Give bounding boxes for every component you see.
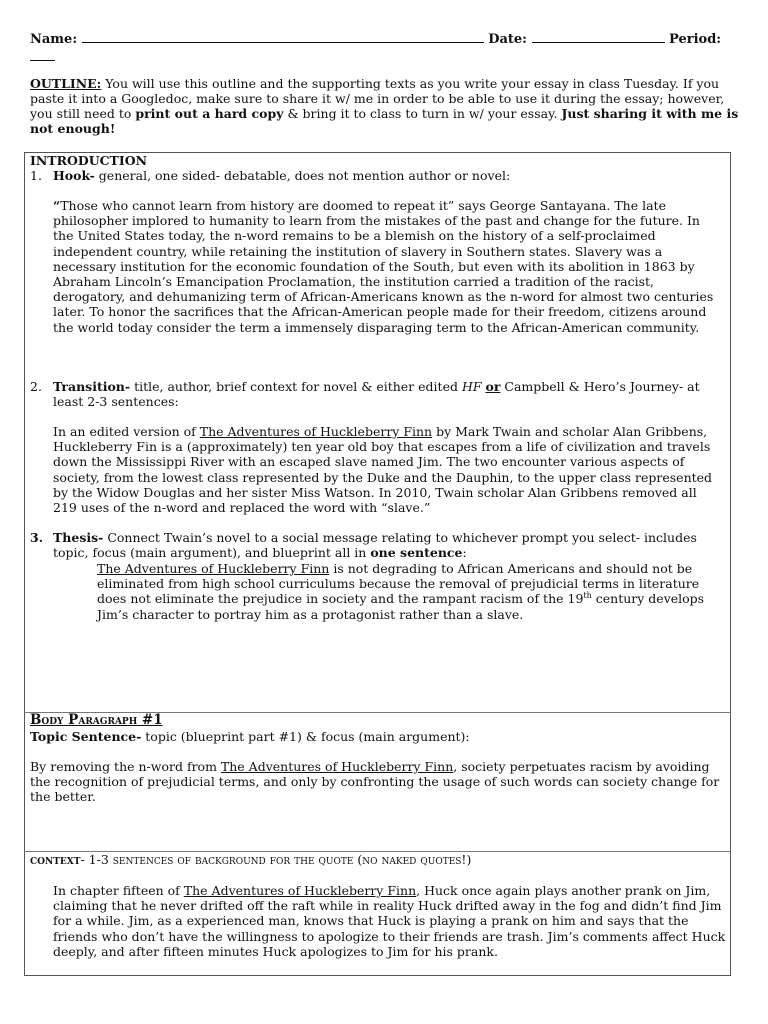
outline-instructions bbox=[30, 76, 746, 136]
thesis-desc-2: : bbox=[462, 545, 467, 561]
topic-book-title: The Adventures of Huckleberry Finn bbox=[220, 759, 454, 774]
transition-number: 2. bbox=[30, 379, 42, 394]
thesis-superscript: th bbox=[583, 591, 592, 601]
date-blank[interactable] bbox=[532, 30, 665, 43]
transition-hf: HF bbox=[461, 379, 482, 394]
thesis-number: 3. bbox=[30, 530, 44, 545]
student-info-header bbox=[30, 30, 745, 66]
transition-or: or bbox=[485, 379, 501, 394]
topic-sentence-answer[interactable] bbox=[30, 759, 726, 805]
topic-sentence-label: Topic Sentence- bbox=[30, 729, 142, 744]
topic-sentence-prompt bbox=[30, 729, 720, 744]
period-blank[interactable] bbox=[30, 48, 55, 61]
transition-text-pre: In an edited version of bbox=[53, 424, 200, 439]
transition-label: Transition- bbox=[53, 379, 131, 394]
context-text-pre: In chapter fifteen of bbox=[53, 883, 184, 898]
context-label: context bbox=[30, 852, 81, 867]
transition-prompt bbox=[53, 379, 723, 409]
thesis-text-post: century develops Jim’s character to portray him as a protagonist rather than a slave. bbox=[97, 591, 705, 622]
thesis-desc-1: Connect Twain’s novel to a social message relating to whichever prompt you select- includes topic, focus (main argument), and blueprint all in bbox=[53, 530, 697, 561]
outline-bold-2: Just sharing it with me is not enough! bbox=[30, 106, 739, 136]
outline-label: OUTLINE: bbox=[30, 76, 102, 91]
body-paragraph-heading: Body Paragraph #1 bbox=[30, 712, 163, 728]
outline-bold-1: print out a hard copy bbox=[135, 106, 284, 121]
context-book-title: The Adventures of Huckleberry Finn bbox=[183, 883, 417, 898]
period-label: Period: bbox=[669, 32, 722, 47]
date-label: Date: bbox=[488, 32, 527, 47]
name-label: Name: bbox=[30, 32, 78, 47]
context-prompt bbox=[30, 852, 720, 867]
thesis-text-pre: is not degrading to African Americans and should not be eliminated from high school curriculums because the removal of prejudicial terms in literature does not eliminate the prejudice in society and the rampant racism of the 19 bbox=[97, 561, 700, 607]
context-answer[interactable] bbox=[53, 883, 726, 959]
hook-prompt bbox=[53, 168, 723, 183]
hook-open-quote: “ bbox=[53, 198, 61, 213]
topic-text-pre: By removing the n-word from bbox=[30, 759, 221, 774]
outline-text-1: You will use this outline and the supporting texts as you write your essay in class Tuesday. If you paste it into a Googledoc, make sure to share it w/ me in order to be able to use it during the essay; however, you still need to bbox=[30, 76, 725, 121]
hook-answer[interactable] bbox=[53, 198, 724, 335]
context-desc: - 1-3 sentences of background for the quote (no naked quotes!) bbox=[80, 852, 472, 867]
topic-sentence-desc: topic (blueprint part #1) & focus (main argument): bbox=[141, 729, 470, 744]
hook-number: 1. bbox=[30, 168, 42, 183]
hook-text: Those who cannot learn from history are doomed to repeat it” says George Santayana. The late philosopher implored to humanity to learn from the mistakes of the past and change for the future. In the United States today, the n-word remains to be a blemish on the history of a self-proclaimed independent country, while retaining the institution of slavery in Southern states. Slavery was a necessary institution for the economic foundation of the South, but even with its abolition in 1863 by Abraham Lincoln’s Emancipation Proclamation, the institution carried a tradition of the racist, derogatory, and dehumanizing term of African-Americans known as the n-word for almost two centuries later. To honor the sacrifices that the African-American people made for their freedom, citizens around the world today consider the term a immensely disparaging term to the African-American community. bbox=[53, 198, 714, 335]
thesis-answer[interactable] bbox=[97, 561, 723, 622]
hook-desc: general, one sided- debatable, does not mention author or novel: bbox=[94, 168, 511, 183]
thesis-book-title: The Adventures of Huckleberry Finn bbox=[97, 561, 330, 576]
outline-text-2: & bring it to class to turn in w/ your essay. bbox=[283, 106, 562, 121]
topic-text-post: , society perpetuates racism by avoiding the recognition of prejudicial terms, and only by confronting the usage of such words can society change for the better. bbox=[30, 759, 720, 805]
introduction-heading: INTRODUCTION bbox=[30, 153, 148, 168]
thesis-bold: one sentence bbox=[370, 545, 463, 561]
thesis-prompt bbox=[53, 530, 723, 560]
name-blank[interactable] bbox=[82, 30, 484, 43]
hook-label: Hook- bbox=[53, 168, 95, 183]
transition-desc-2: Campbell & Hero’s Journey- at least 2-3 sentences: bbox=[53, 379, 700, 410]
transition-answer[interactable] bbox=[53, 424, 723, 515]
transition-desc-1: title, author, brief context for novel & either edited bbox=[130, 379, 462, 394]
context-text-post: , Huck once again plays another prank on Jim, claiming that he never drifted off the raft while in reality Huck drifted away in the fog and didn’t find Jim for a while. Jim, as a experienced man, knows that Huck is playing a prank on him and says that the friends who don’t have the willingness to apologize to their friends are trash. Jim’s comments affect Huck deeply, and after fifteen minutes Huck apologizes to Jim for his prank. bbox=[53, 883, 726, 959]
thesis-label: Thesis- bbox=[53, 530, 104, 545]
transition-book-title: The Adventures of Huckleberry Finn bbox=[199, 424, 433, 439]
transition-text-post: by Mark Twain and scholar Alan Gribbens, Huckleberry Fin is a (approximately) ten year old boy that escapes from a life of civilization and travels down the Mississippi River with an escaped slave named Jim. The two encounter various aspects of society, from the lowest class represented by the Duke and the Dauphin, to the upper class represented by the Widow Douglas and her sister Miss Watson. In 2010, Twain scholar Alan Gribbens removed all 219 uses of the n-word and replaced the word with “slave.” bbox=[53, 424, 713, 516]
